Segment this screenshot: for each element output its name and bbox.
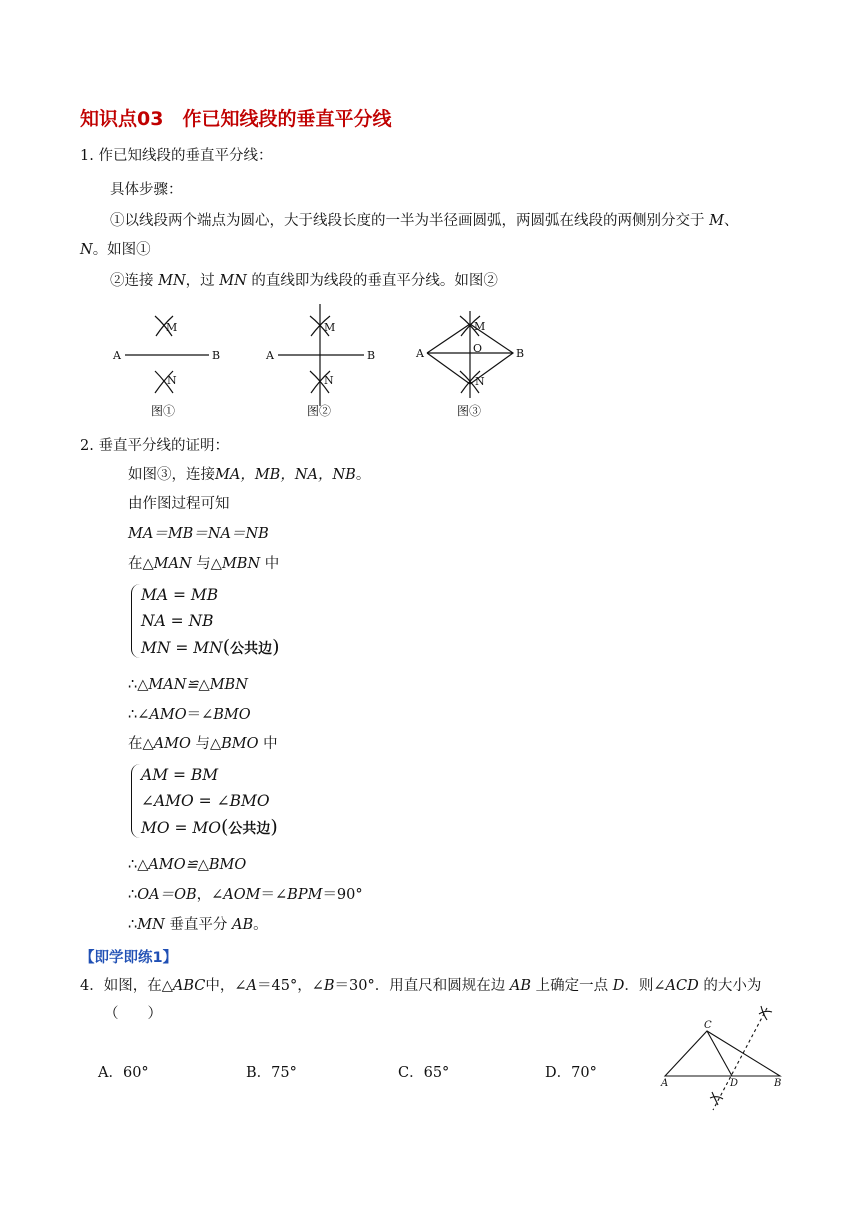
sys1-eq1: MA = MB (141, 586, 219, 604)
question-4 (80, 976, 761, 996)
figure-3 (427, 311, 513, 398)
proof-line-2: 由作图过程可知 (128, 496, 230, 512)
arc-top-1 (759, 1011, 772, 1014)
sys1-note: 公共边 (230, 641, 273, 657)
triangle-abc (665, 1031, 780, 1076)
proof-line-10-a: ∴ (128, 917, 138, 933)
perpendicular-bisector (713, 1008, 767, 1110)
arc-bottom-2 (712, 1092, 718, 1105)
proof-line-10-b: MN (137, 917, 165, 933)
sys2-note: 公共边 (228, 821, 271, 837)
answer-blank: （ ） (104, 1006, 162, 1022)
step1-line2 (80, 240, 151, 260)
label-a: A (661, 1078, 669, 1089)
q4-acd: ACD (665, 978, 699, 994)
proof-line-5-a: ∴△ (128, 677, 149, 693)
sys2-eq3: MO = MO (141, 819, 221, 837)
q4-angle-b: B (323, 978, 335, 994)
proof-line-5 (128, 675, 248, 695)
fig3-label-n: N (475, 375, 485, 388)
triangle-mbn: MBN (221, 556, 261, 572)
sys2-eq2: ∠AMO = ∠BMO (141, 792, 270, 810)
proof-line-9-b: OA＝OB (137, 887, 197, 903)
step2-a: ②连接 (110, 273, 154, 289)
sys1-eq2: NA = NB (141, 612, 214, 630)
section-heading: 知识点03 作已知线段的垂直平分线 (80, 108, 392, 130)
equation-system-1 (141, 582, 280, 660)
proof-line-1-segments: MA，MB，NA，NB (215, 467, 356, 483)
q4-f: ．则∠ (624, 978, 666, 994)
proof-line-6 (128, 705, 251, 725)
proof-line-4-a: 在△ (128, 556, 154, 572)
step1-sep: 、 (723, 213, 739, 229)
step2-mn1: MN (158, 273, 186, 289)
option-a[interactable]: A．60° (98, 1065, 149, 1081)
proof-line-7-a: 在△ (128, 736, 154, 752)
q4-e: 上确定一点 (535, 978, 609, 994)
fig3-caption: 图③ (457, 404, 482, 418)
fig2-label-m: M (324, 321, 336, 334)
equation-system-2 (141, 762, 278, 840)
step2-b: ，过 (185, 273, 215, 289)
paren-close-2: ) (270, 816, 278, 838)
paren-open: ( (222, 636, 231, 658)
step2-c: 的直线即为线段的垂直平分线。如图② (251, 273, 498, 289)
proof-line-9-e: ＝∠ (260, 887, 288, 903)
proof-line-1-end: 。 (355, 467, 371, 483)
proof-line-10-e: 。 (253, 917, 268, 933)
option-c[interactable]: C．65° (398, 1065, 450, 1081)
proof-line-7 (128, 734, 278, 754)
option-b[interactable]: B．75° (246, 1065, 297, 1081)
step2-mn2: MN (219, 273, 247, 289)
option-d[interactable]: D．70° (545, 1065, 597, 1081)
steps-label: 具体步骤： (110, 182, 183, 198)
fig2-label-b: B (367, 349, 376, 362)
label-b: B (774, 1078, 782, 1089)
proof-line-7-c: 中 (263, 736, 278, 752)
fig1-label-a: A (113, 349, 121, 362)
proof-line-10 (128, 915, 268, 935)
proof-line-9 (128, 885, 363, 905)
sys1-eq3-line (141, 634, 280, 660)
fig1-label-n: N (167, 374, 177, 387)
fig1-caption: 图① (151, 404, 176, 418)
proof-line-3: MA＝MB＝NA＝NB (128, 526, 269, 542)
triangle-diagram (655, 1000, 795, 1115)
fig1-label-m: M (166, 321, 178, 334)
segment-cd (707, 1031, 732, 1076)
fig2-label-a: A (266, 349, 274, 362)
fig3-label-a: A (416, 347, 424, 360)
angle-aom: AOM (223, 887, 261, 903)
angle-bpm: BPM (287, 887, 323, 903)
fig1-label-b: B (212, 349, 221, 362)
point-m: M (709, 213, 724, 229)
q4-ab: AB (509, 978, 531, 994)
proof-line-5-b: MAN≌△MBN (148, 677, 248, 693)
q4-b: 中，∠ (205, 978, 247, 994)
label-d: D (730, 1078, 739, 1089)
proof-line-4-c: 中 (264, 556, 280, 572)
point-n: N (80, 242, 93, 258)
q4-a: 4．如图，在△ (80, 978, 173, 994)
fig2-caption: 图② (307, 404, 332, 418)
proof-line-1-prefix: 如图③，连接 (128, 467, 215, 483)
proof-line-9-a: ∴ (128, 887, 138, 903)
brace-1 (131, 584, 140, 658)
triangle-bmo: BMO (221, 736, 259, 752)
sys1-eq3: MN = MN (141, 639, 223, 657)
q4-angle-a: A (246, 978, 258, 994)
arc-bottom-1 (710, 1097, 723, 1099)
step1-end: 。如图① (92, 242, 151, 258)
figure-2 (278, 304, 364, 406)
brace-2 (131, 764, 140, 838)
section1-title: 1. 作已知线段的垂直平分线： (80, 148, 273, 164)
proof-line-4-b: 与△ (196, 556, 222, 572)
q4-c: ＝45°，∠ (257, 978, 324, 994)
proof-line-1 (128, 465, 370, 485)
triangle-man: MAN (153, 556, 192, 572)
proof-line-7-b: 与△ (195, 736, 222, 752)
paren-close: ) (272, 636, 280, 658)
sys2-eq1: AM = BM (141, 766, 219, 784)
angle-bmo: BMO (213, 707, 251, 723)
q4-g: 的大小为 (703, 978, 762, 994)
fig3-label-m: M (474, 320, 486, 333)
paren-open-2: ( (221, 816, 229, 838)
fig3-label-o: O (473, 342, 483, 355)
q4-point-d: D (612, 978, 625, 994)
fig2-label-n: N (324, 374, 334, 387)
construction-figures (100, 296, 540, 426)
fig3-label-b: B (516, 347, 525, 360)
proof-line-10-d: AB (232, 917, 254, 933)
proof-line-6-a: ∴∠ (128, 707, 150, 723)
proof-line-8-b: AMO≌△BMO (148, 857, 247, 873)
sys2-eq3-line (141, 814, 278, 840)
q4-abc: ABC (172, 978, 206, 994)
proof-line-9-g: ＝90° (322, 887, 363, 903)
proof-line-10-c: 垂直平分 (169, 917, 228, 933)
triangle-amo: AMO (153, 736, 191, 752)
angle-amo: AMO (149, 707, 187, 723)
q4-d: ＝30°．用直尺和圆规在边 (334, 978, 506, 994)
practice-label: 【即学即练1】 (80, 950, 178, 966)
step1-line (110, 211, 738, 231)
section2-title: 2. 垂直平分线的证明： (80, 438, 229, 454)
step1-text: ①以线段两个端点为圆心，大于线段长度的一半为半径画圆弧，两圆弧在线段的两侧别分交于 (110, 213, 705, 229)
proof-line-9-c: ，∠ (196, 887, 224, 903)
proof-line-8-a: ∴△ (128, 857, 149, 873)
step2-line (110, 271, 498, 291)
label-c: C (704, 1020, 712, 1031)
proof-line-8 (128, 855, 246, 875)
proof-line-6-c: ＝∠ (186, 707, 214, 723)
proof-line-4 (128, 554, 279, 574)
